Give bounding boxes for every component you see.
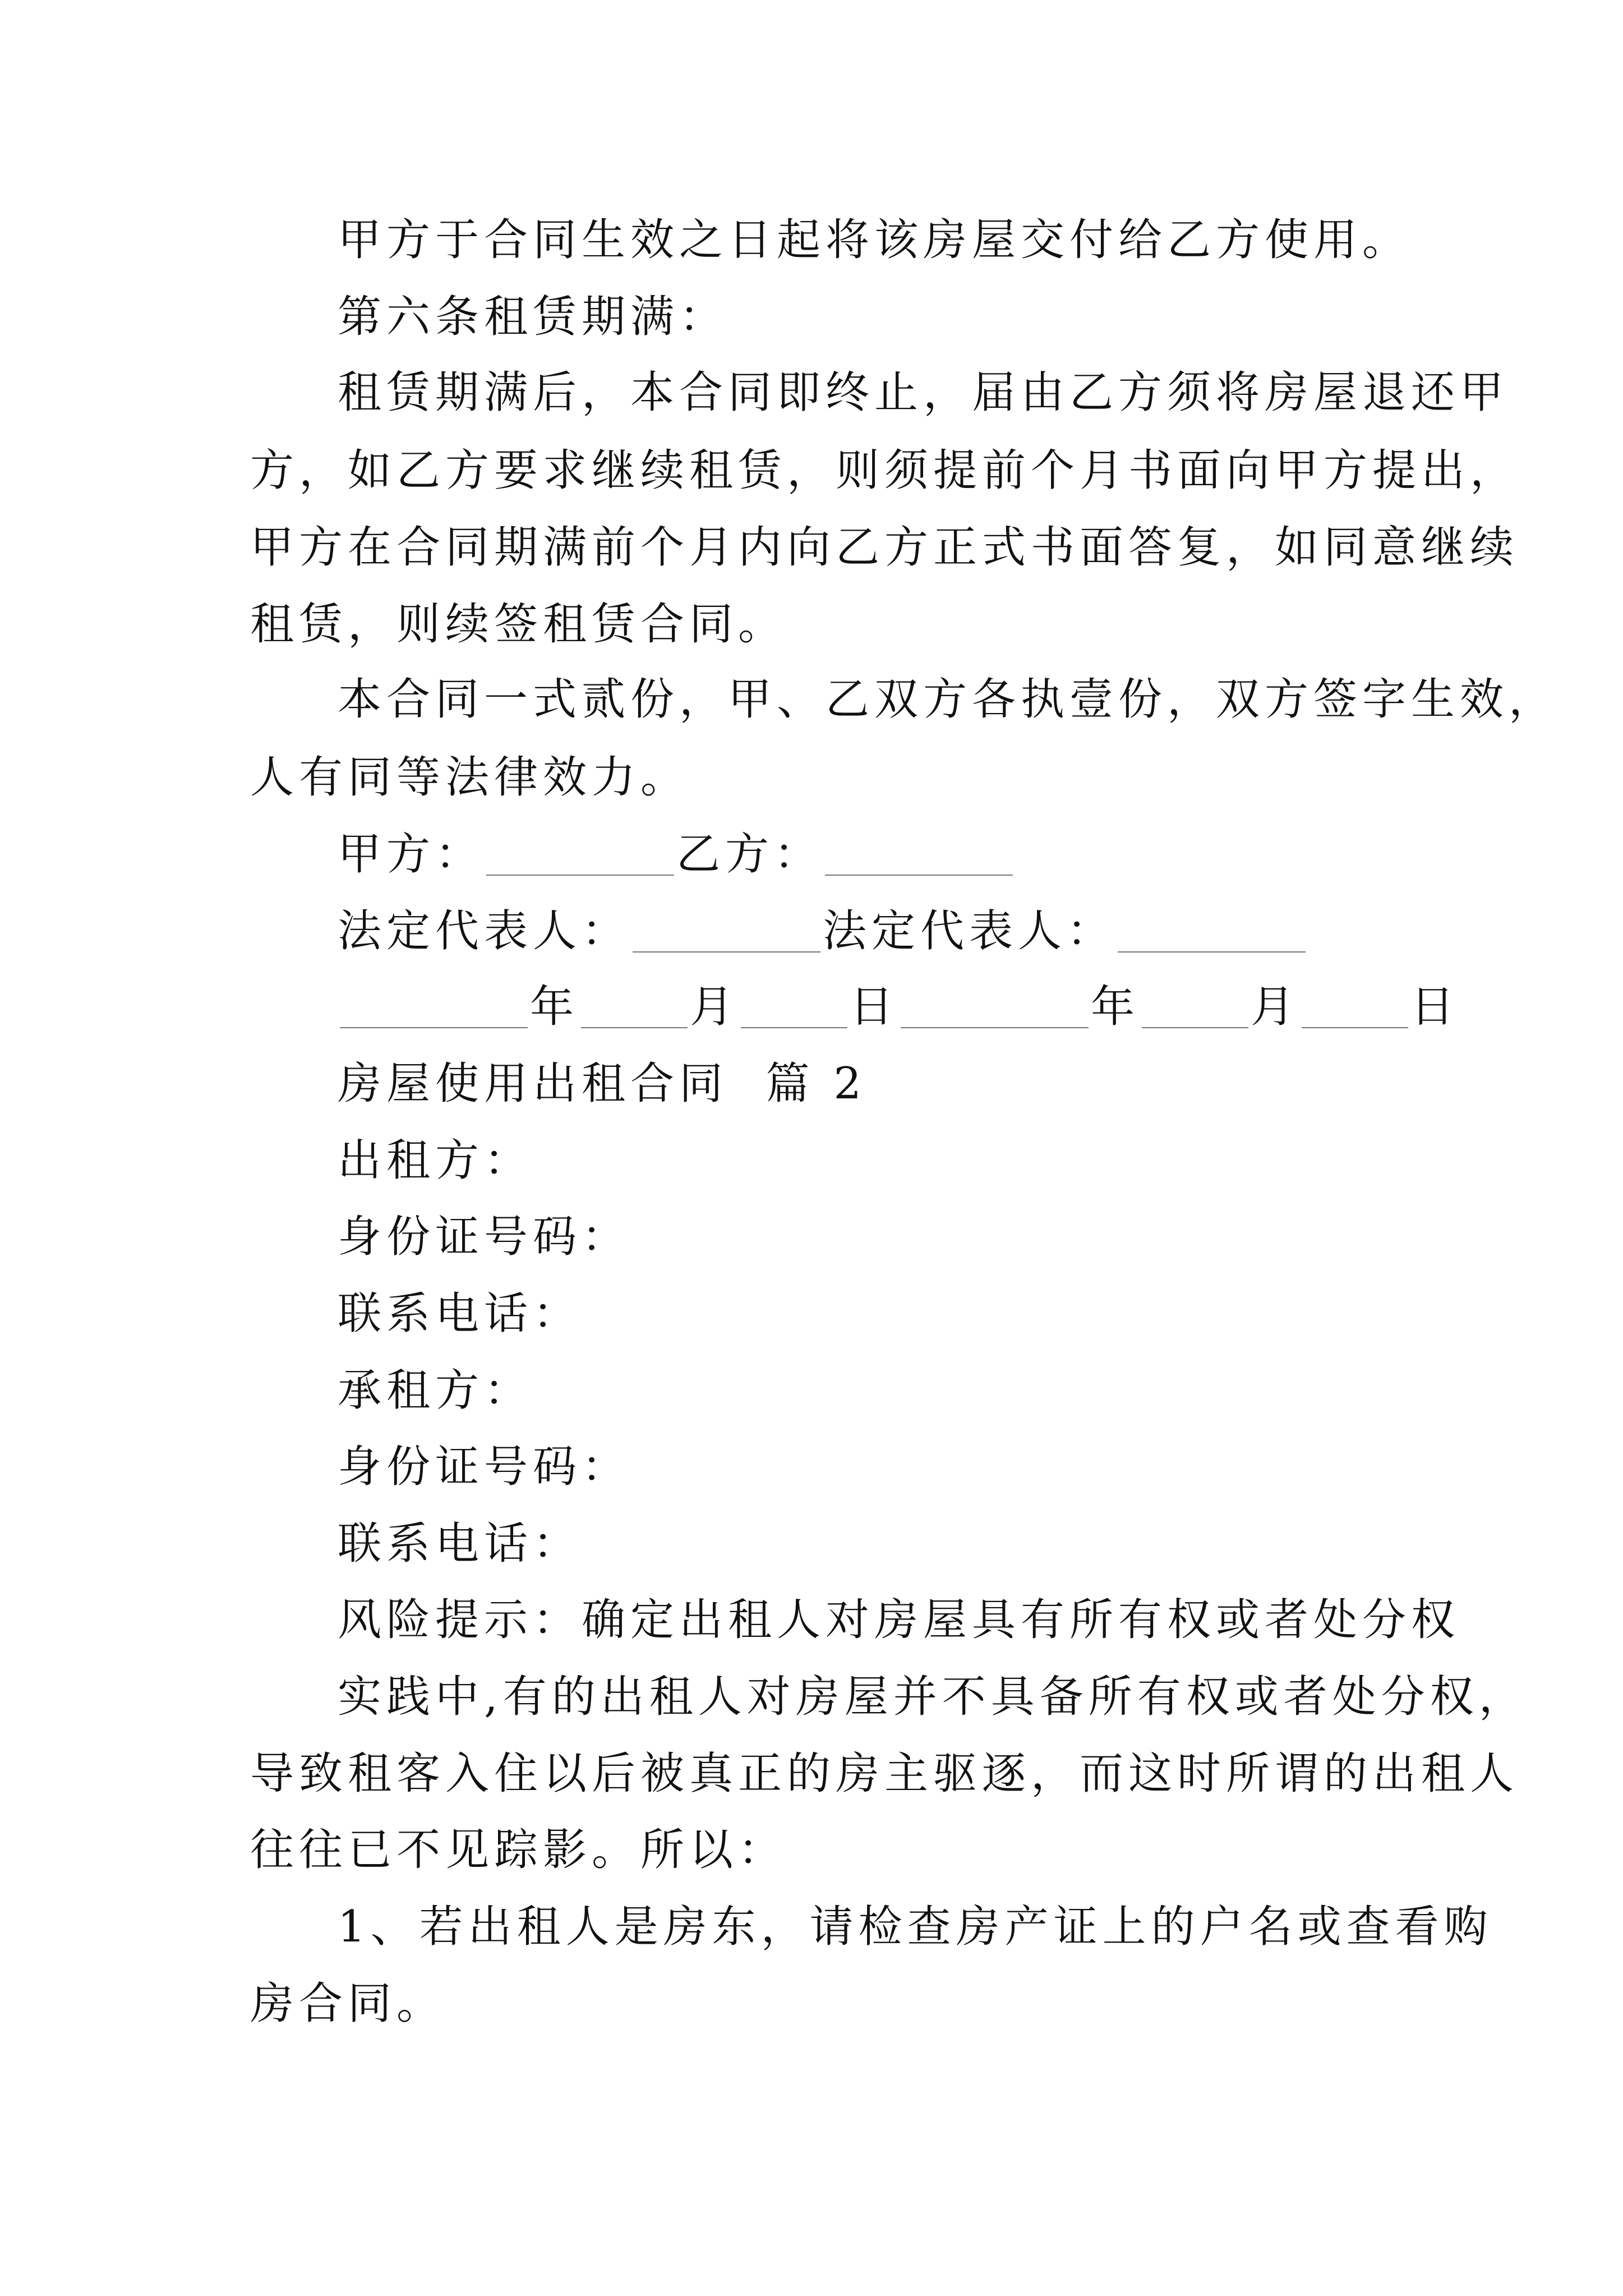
year-b-label: 年 [1091,982,1140,1032]
paragraph-check-line-2: 房合同。 [250,1978,446,2029]
signature-parties-row [338,826,1015,882]
day-a-label: 日 [850,982,899,1032]
lessee-label: 承租方： [338,1365,533,1416]
lessor-phone-label: 联系电话： [338,1289,582,1339]
month-b-blank [1142,1027,1248,1028]
paragraph-check-line-1: 1、若出租人是房东，请检查房产证上的户名或查看购 [338,1902,1493,1952]
article-six-heading: 第六条租赁期满： [338,292,728,342]
paragraph-practice-line-1: 实践中,有的出租人对房屋并不具备所有权或者处分权， [338,1672,1528,1722]
paragraph-expiry-line-4: 租赁，则续签租赁合同。 [250,599,787,650]
paragraph-expiry-line-3: 甲方在合同期满前个月内向乙方正式书面答复，如同意继续 [250,522,1519,573]
year-b-blank [901,1027,1089,1028]
day-b-label: 日 [1410,982,1460,1032]
paragraph-expiry-line-2: 方，如乙方要求继续租赁，则须提前个月书面向甲方提出， [250,445,1519,496]
paragraph-practice-line-3: 往往已不见踪影。所以： [250,1825,787,1875]
lessor-label: 出租方： [338,1135,533,1186]
day-a-blank [741,1027,847,1028]
paragraph-copies-line-2: 人有同等法律效力。 [250,752,690,803]
paragraph-delivery: 甲方于合同生效之日起将该房屋交付给乙方使用。 [338,215,1412,265]
party-a-label: 甲方： [338,829,485,880]
year-a-label: 年 [530,982,579,1032]
rep-a-label: 法定代表人： [338,906,631,956]
rep-a-blank [633,951,820,953]
year-a-blank [340,1027,528,1028]
month-a-label: 月 [690,982,739,1032]
rep-b-blank [1118,951,1306,953]
lessee-id-label: 身份证号码： [338,1442,631,1492]
party-b-blank [825,875,1013,876]
lessee-phone-label: 联系电话： [338,1519,582,1569]
paragraph-copies-line-1: 本合同一式贰份，甲、乙双方各执壹份，双方签字生效， [338,674,1558,725]
paragraph-practice-line-2: 导致租客入住以后被真正的房主驱逐，而这时所谓的出租人 [250,1749,1519,1799]
month-a-blank [581,1027,688,1028]
day-b-blank [1302,1027,1408,1028]
risk-warning: 风险提示：确定出租人对房屋具有所有权或者处分权 [338,1595,1460,1645]
paragraph-expiry-line-1: 租赁期满后，本合同即终止，届由乙方须将房屋退还甲 [338,367,1509,418]
rep-b-label: 法定代表人： [823,906,1116,956]
month-b-label: 月 [1251,982,1300,1032]
contract-two-heading: 房屋使用出租合同 篇 2 [338,1059,867,1109]
lessor-id-label: 身份证号码： [338,1212,631,1262]
party-b-label: 乙方： [676,829,823,880]
signature-representatives-row [338,903,1308,959]
party-a-blank [486,875,674,876]
signature-dates-row [338,979,1459,1035]
